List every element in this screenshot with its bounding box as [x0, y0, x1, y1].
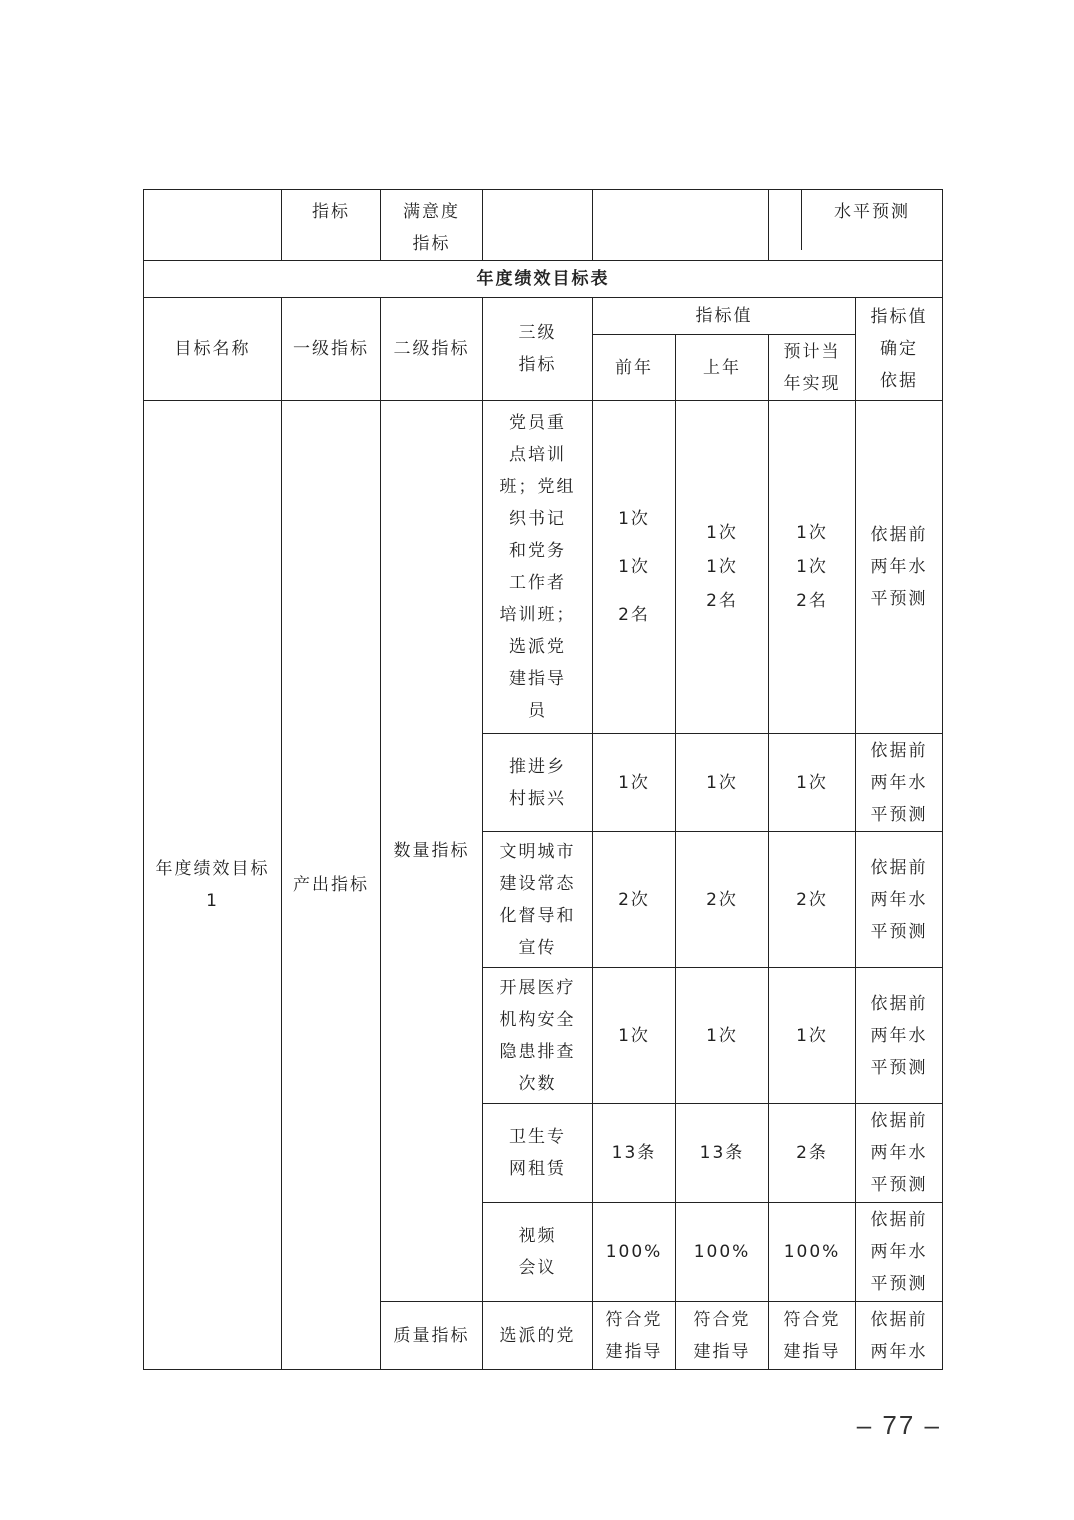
cell-line: 依据前 — [870, 740, 928, 761]
cell-line: 织书记 — [509, 509, 566, 529]
cell-line: 2名 — [796, 591, 828, 611]
cell-line: 指标 — [518, 355, 557, 375]
cell-line: 13条 — [699, 1143, 745, 1163]
level3-cell — [483, 968, 593, 1104]
basis-cell — [856, 1104, 943, 1203]
cell-line: 依据前 — [870, 525, 928, 545]
cell-line: 隐患排查 — [499, 1041, 576, 1062]
cell-line: 平预测 — [870, 589, 928, 609]
carryover-cell-3 — [381, 190, 483, 261]
prev-value-cell — [593, 968, 676, 1104]
prev-value-cell — [593, 1203, 676, 1302]
cell-line: 满意度 — [403, 202, 460, 222]
basis-cell — [856, 1302, 943, 1370]
carryover-cell-6 — [769, 190, 943, 261]
level2-quality-cell: 质量指标 — [381, 1302, 483, 1370]
cell-line: 确定 — [880, 339, 918, 359]
cell-line: 1次 — [796, 772, 828, 793]
cell-line: 两年水 — [870, 1341, 928, 1362]
cell-line: 会议 — [518, 1258, 557, 1278]
cell-line: 和党务 — [509, 541, 566, 561]
level3-cell — [483, 832, 593, 968]
expected-value-cell — [769, 968, 856, 1104]
cell-line: 符合党 — [693, 1309, 751, 1330]
cell-line: 平预测 — [870, 921, 928, 942]
cell-line: 2次 — [618, 889, 650, 910]
cell-line: 100% — [693, 1242, 751, 1262]
cell-line: 1次 — [618, 509, 650, 529]
cell-line: 文明城市 — [499, 841, 576, 862]
header-goal-name: 目标名称 — [144, 298, 282, 401]
last-value-cell — [676, 734, 769, 832]
cell-line: 推进乡 — [509, 756, 566, 777]
header-row-1 — [144, 298, 943, 335]
level3-cell — [483, 1104, 593, 1203]
cell-line: 依据前 — [870, 1111, 928, 1131]
cell-line: 员 — [528, 701, 547, 721]
carryover-cell-5 — [593, 190, 769, 261]
cell-line: 培训班； — [499, 605, 576, 625]
basis-cell — [856, 968, 943, 1104]
cell-line: 平预测 — [870, 804, 928, 825]
cell-line: 党员重 — [509, 413, 566, 433]
expected-value-cell — [769, 1302, 856, 1370]
cell-line: 依据前 — [870, 1309, 928, 1330]
cell-line: 点培训 — [509, 445, 566, 465]
level2-quantity-cell: 数量指标 — [381, 401, 483, 1302]
cell-line: 两年水 — [870, 1143, 928, 1163]
cell-line: 1次 — [706, 1025, 738, 1046]
cell-line: 网租赁 — [509, 1159, 566, 1179]
expected-value-cell — [769, 832, 856, 968]
cell-line: 1次 — [706, 523, 738, 543]
header-last-year: 上年 — [676, 335, 769, 401]
cell-line: 1次 — [706, 557, 738, 577]
cell-line: 平预测 — [870, 1175, 928, 1195]
cell-line: 1次 — [618, 772, 650, 793]
last-value-cell — [676, 1104, 769, 1203]
cell-line: 2次 — [706, 889, 738, 910]
header-level2: 二级指标 — [381, 298, 483, 401]
expected-value-cell — [769, 401, 856, 734]
cell-line: 依据前 — [870, 1210, 928, 1230]
cell-line: 视频 — [518, 1226, 557, 1246]
basis-cell — [856, 401, 943, 734]
table-title: 年度绩效目标表 — [144, 261, 943, 298]
cell-line: 宣传 — [518, 937, 557, 958]
cell-line: 开展医疗 — [499, 977, 576, 998]
cell-line: 平预测 — [870, 1057, 928, 1078]
header-level1: 一级指标 — [282, 298, 381, 401]
performance-target-table — [143, 189, 943, 1370]
expected-value-cell — [769, 734, 856, 832]
prev-value-cell — [593, 832, 676, 968]
cell-line: 1次 — [796, 557, 828, 577]
prev-value-cell — [593, 734, 676, 832]
forecast-text: 水平预测 — [834, 202, 910, 222]
cell-line: 2条 — [796, 1143, 828, 1163]
cell-line: 年度绩效目标 — [155, 859, 270, 879]
header-level3 — [483, 298, 593, 401]
cell-line: 选派的党 — [499, 1325, 576, 1346]
prev-value-cell — [593, 401, 676, 734]
level3-cell — [483, 401, 593, 734]
cell-line: 年实现 — [783, 373, 841, 394]
header-indicator-value: 指标值 — [593, 298, 856, 335]
cell-line: 预计当 — [783, 341, 841, 362]
cell-line: 2次 — [796, 889, 828, 910]
cell-line: 符合党 — [605, 1309, 663, 1330]
cell-line: 建指导 — [509, 669, 566, 689]
last-value-cell — [676, 968, 769, 1104]
cell-line: 选派党 — [509, 637, 566, 657]
cell-line: 班；党组 — [499, 477, 576, 497]
prev-value-cell — [593, 1104, 676, 1203]
page-number: – 77 – — [856, 1410, 941, 1440]
basis-cell — [856, 734, 943, 832]
cell-line: 建指导 — [605, 1341, 663, 1362]
goal-name-cell — [144, 401, 282, 1370]
cell-line: 三级 — [518, 323, 557, 343]
cell-line: 依据前 — [870, 993, 928, 1014]
header-prev-year: 前年 — [593, 335, 676, 401]
carryover-row — [144, 190, 943, 261]
cell-line: 卫生专 — [509, 1127, 566, 1147]
carryover-cell-1 — [144, 190, 282, 261]
expected-value-cell — [769, 1104, 856, 1203]
cell-line: 指标 — [412, 234, 451, 254]
carryover-cell-2: 指标 — [282, 190, 381, 261]
cell-line: 机构安全 — [499, 1009, 576, 1030]
level3-cell — [483, 1203, 593, 1302]
title-row — [144, 261, 943, 298]
last-value-cell — [676, 1203, 769, 1302]
cell-line: 1次 — [706, 772, 738, 793]
cell-line: 1次 — [618, 1025, 650, 1046]
header-expected — [769, 335, 856, 401]
cell-line: 指标值 — [870, 307, 928, 327]
header-basis — [856, 298, 943, 401]
level3-cell — [483, 734, 593, 832]
cell-line: 两年水 — [870, 889, 928, 910]
level1-cell: 产出指标 — [282, 401, 381, 1370]
cell-line: 2名 — [706, 591, 738, 611]
table-row — [144, 401, 943, 734]
cell-line: 建指导 — [783, 1341, 841, 1362]
expected-value-cell — [769, 1203, 856, 1302]
basis-cell — [856, 1203, 943, 1302]
carryover-cell-4 — [483, 190, 593, 261]
cell-line: 化督导和 — [499, 905, 576, 926]
level3-cell — [483, 1302, 593, 1370]
cell-line: 两年水 — [870, 772, 928, 793]
last-value-cell — [676, 1302, 769, 1370]
cell-line: 2名 — [618, 605, 650, 625]
basis-cell — [856, 832, 943, 968]
cell-line: 13条 — [611, 1143, 657, 1163]
last-value-cell — [676, 401, 769, 734]
cell-line: 100% — [605, 1242, 663, 1262]
cell-line: 1 — [206, 891, 219, 911]
cell-line: 依据 — [880, 371, 918, 391]
cell-line: 1次 — [618, 557, 650, 577]
cell-line: 符合党 — [783, 1309, 841, 1330]
cell-line: 村振兴 — [509, 788, 566, 809]
cell-line: 依据前 — [870, 857, 928, 878]
last-value-cell — [676, 832, 769, 968]
cell-line: 1次 — [796, 523, 828, 543]
prev-value-cell — [593, 1302, 676, 1370]
cell-line: 工作者 — [509, 573, 566, 593]
cell-line: 两年水 — [870, 1025, 928, 1046]
cell-line: 100% — [783, 1242, 841, 1262]
cell-line: 两年水 — [870, 1242, 928, 1262]
cell-line: 两年水 — [870, 557, 928, 577]
cell-line: 1次 — [796, 1025, 828, 1046]
cell-line: 建设常态 — [499, 873, 576, 894]
cell-line: 平预测 — [870, 1274, 928, 1294]
cell-line: 次数 — [518, 1073, 557, 1094]
cell-line: 建指导 — [693, 1341, 751, 1362]
